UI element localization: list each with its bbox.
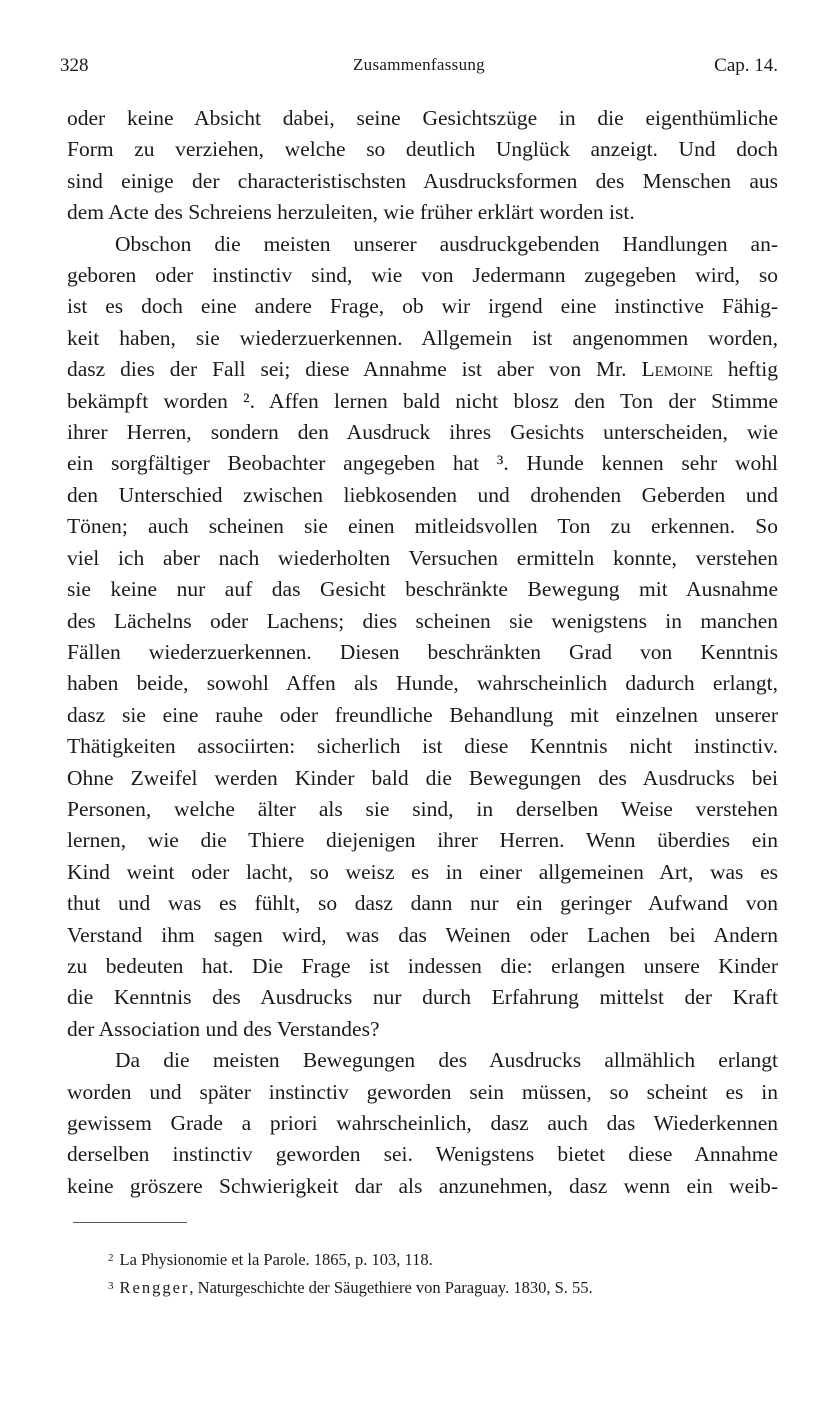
footnote-rule [73, 1222, 187, 1223]
text-line: dasz dies der Fall sei; diese Annahme ist aber von Mr. Lemoine heftig [67, 357, 778, 382]
text-line: dasz sie eine rauhe oder freundliche Behandlung mit einzelnen unserer [67, 702, 778, 727]
text-line: sie keine nur auf das Gesicht beschränkte Bewegung mit Ausnahme [67, 577, 778, 602]
text-line: derselben instinctiv geworden sei. Wenigstens bietet diese Annahme [67, 1142, 778, 1167]
text-line: gewissem Grade a priori wahrscheinlich, dasz auch das Wiederkennen [67, 1111, 778, 1135]
text-line: Ohne Zweifel werden Kinder bald die Bewegungen des Ausdrucks bei [67, 765, 778, 790]
paragraph [67, 103, 778, 229]
text-line: lernen, wie die Thiere diejenigen ihrer Herren. Wenn überdies ein [67, 828, 778, 853]
paragraph [67, 229, 778, 1046]
text-line: dem Acte des Schreiens herzuleiten, wie früher erklärt worden ist. [67, 200, 635, 225]
text-line: viel ich aber nach wiederholten Versuchen ermitteln konnte, verstehen [67, 545, 778, 570]
text-line: Form zu verziehen, welche so deutlich Unglück anzeigt. Und doch [67, 137, 778, 162]
text-line: Da die meisten Bewegungen des Ausdrucks allmählich erlangt [115, 1048, 778, 1073]
text-line: Tönen; auch scheinen sie einen mitleidsvollen Ton zu erkennen. So [67, 514, 778, 539]
paragraph [67, 1045, 778, 1202]
text-line: Personen, welche älter als sie sind, in derselben Weise verstehen [67, 796, 778, 821]
text-line: des Lächelns oder Lachens; dies scheinen sie wenigstens in manchen [67, 608, 778, 633]
footnote-text: , Naturgeschichte der Säugethiere von Paraguay. 1830, S. 55. [189, 1278, 593, 1297]
text-line: sind einige der characteristischsten Ausdrucksformen des Menschen aus [67, 168, 778, 193]
text-line: den Unterschied zwischen liebkosenden und drohenden Geberden und [67, 482, 778, 507]
text-line: haben beide, sowohl Affen als Hunde, wahrscheinlich dadurch erlangt, [67, 671, 778, 696]
text-line: thut und was es fühlt, so dasz dann nur ein geringer Aufwand von [67, 891, 778, 916]
text-line: ein sorgfältiger Beobachter angegeben hat ³. Hunde kennen sehr wohl [67, 451, 778, 476]
text-line: Verstand ihm sagen wird, was das Weinen oder Lachen bei Andern [67, 922, 778, 947]
text-line: oder keine Absicht dabei, seine Gesichtszüge in die eigenthümliche [67, 106, 778, 130]
page-number: 328 [60, 55, 89, 76]
footnotes [108, 1245, 778, 1301]
text-line: ist es doch eine andere Frage, ob wir irgend eine instinctive Fähig- [67, 294, 778, 319]
footnote-mark: 2 [108, 1252, 114, 1264]
text-line: Obschon die meisten unserer ausdruckgebenden Handlungen an- [115, 231, 778, 256]
footnote-2 [108, 1245, 778, 1273]
text-line: ihrer Herren, sondern den Ausdruck ihres Gesichts unterscheiden, wie [67, 420, 778, 445]
text-line: Fällen wiederzuerkennen. Diesen beschränkten Grad von Kenntnis [67, 639, 778, 664]
text-line: die Kenntnis des Ausdrucks nur durch Erfahrung mittelst der Kraft [67, 985, 778, 1010]
text-line: keit haben, sie wiederzuerkennen. Allgemein ist angenommen worden, [67, 325, 778, 350]
text-line: keine gröszere Schwierigkeit dar als anzunehmen, dasz wenn ein weib- [67, 1173, 778, 1198]
text-line: Kind weint oder lacht, so weisz es in einer allgemeinen Art, was es [67, 859, 778, 884]
text-line: worden und später instinctiv geworden sein müssen, so scheint es in [67, 1079, 778, 1104]
running-header [60, 55, 778, 83]
text-line: geboren oder instinctiv sind, wie von Jedermann zugegeben wird, so [67, 263, 778, 288]
text-line: bekämpft worden ². Affen lernen bald nicht blosz den Ton der Stimme [67, 388, 778, 413]
footnote-mark: 3 [108, 1280, 114, 1292]
chapter-label: Cap. 14. [714, 55, 778, 76]
text-line: der Association und des Verstandes? [67, 1016, 380, 1041]
text-line: zu bedeuten hat. Die Frage ist indessen die: erlangen unsere Kinder [67, 953, 778, 978]
footnote-text: La Physionomie et la Parole. 1865, p. 103, 118. [119, 1250, 433, 1269]
footnote-3 [108, 1273, 778, 1301]
body-text [67, 103, 778, 1202]
footnote-author: Rengger [119, 1278, 190, 1297]
running-title: Zusammenfassung [353, 55, 485, 74]
text-line: Thätigkeiten associirten: sicherlich ist diese Kenntnis nicht instinctiv. [67, 734, 778, 759]
